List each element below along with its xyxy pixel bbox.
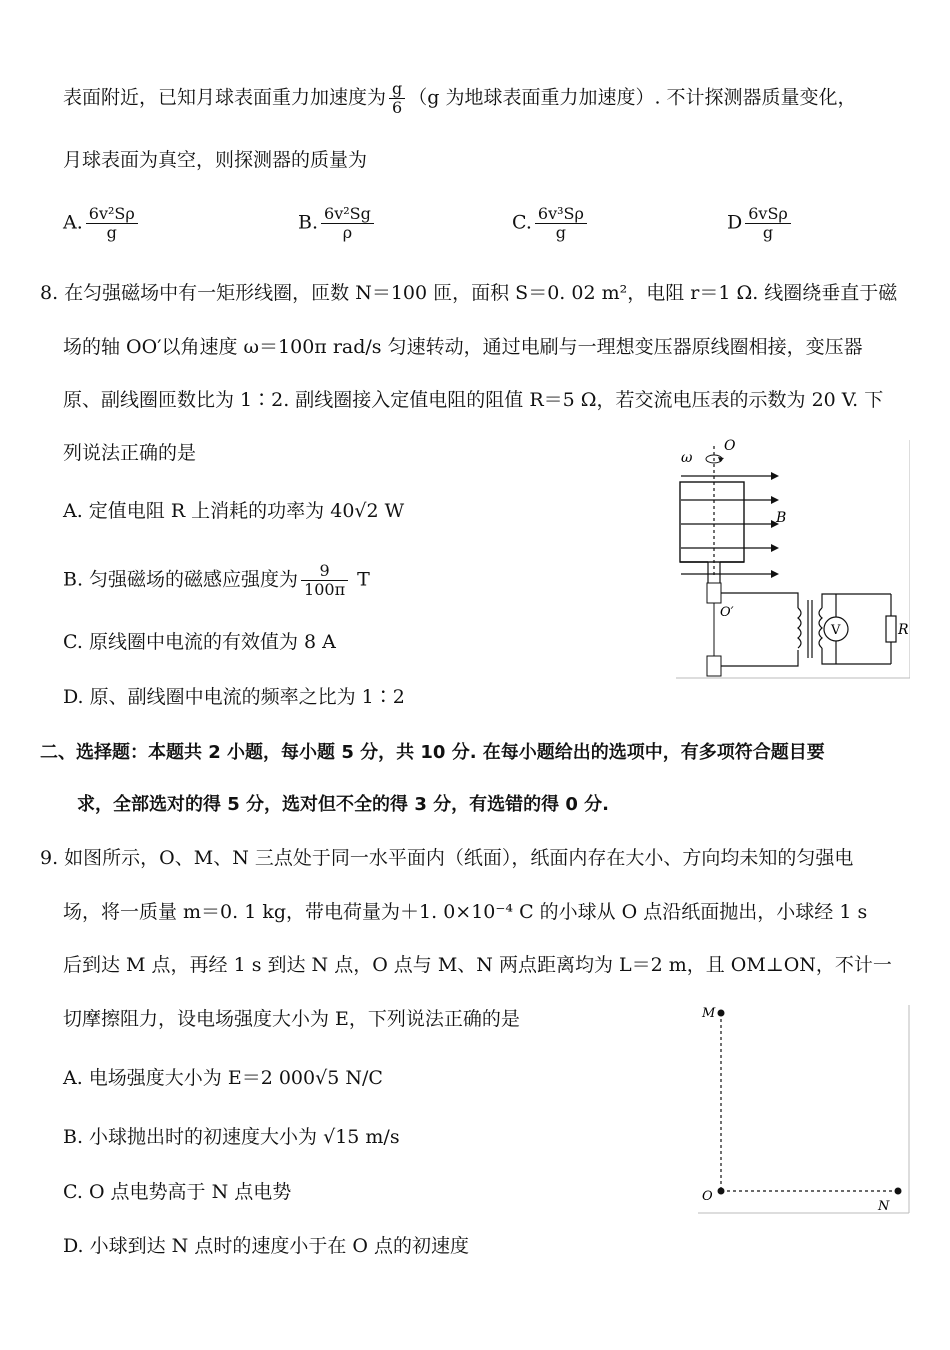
q9-option-b[interactable]: B. 小球抛出时的初速度大小为 √15 m/s	[63, 1126, 400, 1148]
option-num: 6v²Sρ	[86, 205, 138, 224]
q9-option-c[interactable]: C. O 点电势高于 N 点电势	[63, 1181, 292, 1203]
q9-line1: 9. 如图所示，O、M、N 三点处于同一水平面内（纸面），纸面内存在大小、方向均未知的匀强电	[40, 847, 854, 869]
q7-line2: 月球表面为真空，则探测器的质量为	[63, 149, 368, 171]
q7-option-a[interactable]	[63, 205, 141, 242]
v-label: V	[831, 623, 841, 638]
option-den: ρ	[342, 223, 353, 242]
q9-option-a[interactable]: A. 电场强度大小为 E＝2 000√5 N/C	[63, 1067, 383, 1089]
m-label: M	[702, 1006, 716, 1021]
option-num: 6v²Sg	[321, 205, 374, 224]
n-label: N	[878, 1199, 890, 1214]
q7-g-over-6	[389, 80, 405, 117]
option-num: 6v³Sρ	[535, 205, 587, 224]
q9-line2: 场，将一质量 m＝0. 1 kg，带电荷量为＋1. 0×10⁻⁴ C 的小球从 O 点沿纸面抛出，小球经 1 s	[63, 901, 868, 923]
frac-den: 100π	[304, 580, 346, 599]
frac-den: 6	[392, 98, 403, 117]
frac-num: g	[389, 80, 405, 99]
o-prime-label: O′	[720, 605, 734, 620]
q7-option-c[interactable]	[512, 205, 590, 242]
point-n	[895, 1188, 902, 1195]
option-label: D	[727, 211, 743, 234]
b-label: B	[776, 510, 787, 526]
q7-line1-a: 表面附近，已知月球表面重力加速度为	[63, 86, 387, 109]
option-num: 6vSρ	[745, 205, 791, 224]
q9-line4: 切摩擦阻力，设电场强度大小为 E，下列说法正确的是	[63, 1008, 520, 1030]
option-den: g	[555, 223, 567, 242]
q8-line3: 原、副线圈匝数比为 1∶2. 副线圈接入定值电阻的阻值 R＝5 Ω，若交流电压表的示数为 20 V. 下	[63, 389, 884, 411]
option-label: C.	[512, 211, 532, 234]
q9-line3: 后到达 M 点，再经 1 s 到达 N 点，O 点与 M、N 两点距离均为 L＝2 m，且 OM⊥ON，不计一	[63, 954, 892, 976]
frac-num: 9	[301, 562, 348, 581]
r-label: R	[898, 622, 909, 638]
q7-option-b[interactable]	[298, 205, 377, 242]
q8-option-b-a: B. 匀强磁场的磁感应强度为	[63, 568, 299, 591]
q8-option-c[interactable]: C. 原线圈中电流的有效值为 8 A	[63, 631, 336, 653]
option-den: g	[106, 223, 117, 242]
q7-line1-b: （g 为地球表面重力加速度）. 不计探测器质量变化，	[408, 86, 857, 109]
omega-label: ω	[681, 450, 693, 466]
q9-option-d[interactable]: D. 小球到达 N 点时的速度小于在 O 点的初速度	[63, 1235, 469, 1257]
q7-line1	[63, 80, 857, 117]
section2-line2: 求，全部选对的得 5 分，选对但不全的得 3 分，有选错的得 0 分.	[77, 794, 610, 815]
option-label: A.	[63, 211, 83, 234]
q8-coil-transformer-figure	[676, 438, 910, 680]
o-label: O	[724, 438, 736, 454]
point-m	[718, 1010, 725, 1017]
option-label: B.	[298, 211, 319, 234]
q8-line1: 8. 在匀强磁场中有一矩形线圈，匝数 N＝100 匝，面积 S＝0. 02 m²，电阻 r＝1 Ω. 线圈绕垂直于磁	[40, 282, 898, 304]
q8-option-b[interactable]	[63, 562, 370, 599]
q8-option-b-b: T	[351, 568, 370, 591]
q8-line4: 列说法正确的是	[63, 442, 197, 464]
q7-option-d[interactable]	[727, 205, 794, 242]
point-o	[718, 1188, 725, 1195]
q8-line2: 场的轴 OO′以角速度 ω＝100π rad/s 匀速转动，通过电刷与一理想变压器原线圈相接，变压器	[63, 336, 863, 358]
option-den: g	[762, 223, 774, 242]
q8-option-a[interactable]: A. 定值电阻 R 上消耗的功率为 40√2 W	[63, 500, 405, 522]
section2-line1: 二、选择题：本题共 2 小题，每小题 5 分，共 10 分. 在每小题给出的选项中，有多项符合题目要	[40, 742, 825, 763]
o-label: O	[702, 1189, 713, 1204]
q8-option-d[interactable]: D. 原、副线圈中电流的频率之比为 1∶2	[63, 686, 405, 708]
q9-omn-figure	[698, 1003, 912, 1215]
